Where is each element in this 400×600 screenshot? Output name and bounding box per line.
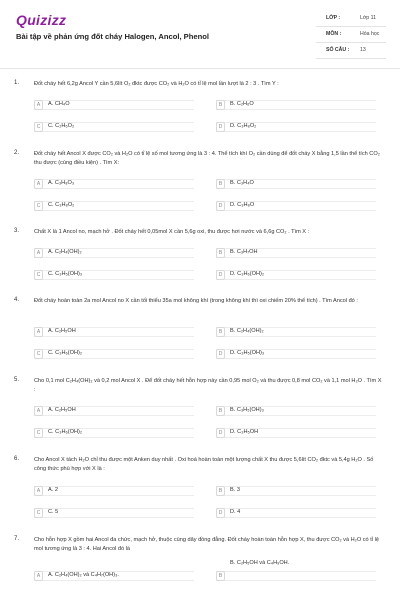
- option-text: B. C₃H₅(OH)₃: [230, 407, 264, 413]
- question-text: Đốt cháy hết Ancol X được CO₂ và H₂O có tỉ lệ số mol tương ứng là 3 : 4. Thể tích khí O₂ cần dùng để đốt cháy X bằng 1,5 lần thể tích CO₂ thu được (cùng điều kiện) . Tìm X:: [34, 151, 380, 166]
- option-text: B. C₂H₄(OH)₂: [230, 328, 264, 334]
- question-text: Cho 0,1 mol C₂H₄(OH)₂ và 0,2 mol Ancol X . Để đốt cháy hết hỗn hợp này cần 0,95 mol O₂ và thu được 0,8 mol CO₂ và 1,1 mol H₂O . Tìm X :: [34, 378, 382, 393]
- option-text: B. 3: [230, 487, 240, 493]
- option-letter: D: [216, 270, 225, 280]
- option-letter: A: [34, 179, 43, 189]
- option-letter: B: [216, 327, 225, 337]
- question-number: 6.: [14, 456, 20, 462]
- option-letter: B: [216, 486, 225, 496]
- question-number: 7.: [14, 536, 20, 542]
- option-text: B. C₃H₇OH: [230, 249, 258, 255]
- option-letter: C: [34, 508, 43, 518]
- option-text: C. C₃H₈O₂: [48, 202, 75, 208]
- option-text: A. C₃H₈O₃: [48, 180, 75, 186]
- option-text: D. C₃H₅(OH)₃: [230, 350, 265, 356]
- option-text: C. 5: [48, 509, 59, 515]
- option-letter: B: [216, 406, 225, 416]
- header-divider: [0, 68, 400, 69]
- quizizz-logo: Quizizz: [16, 12, 67, 28]
- option-letter: D: [216, 349, 225, 359]
- question-text: Cho Ancol X tách H₂O chỉ thu được một Anken duy nhất . Oxi hoá hoàn toàn một lượng chất X thu được 5,6lít CO₂ đktc và 5,4g H₂O . Số công thức phù hợp với X là :: [34, 457, 374, 472]
- page-title: Bài tập về phản ứng đốt cháy Halogen, Ancol, Phenol: [16, 32, 209, 41]
- option-text: B. C₃H₄O: [230, 180, 254, 186]
- question-number: 1.: [14, 80, 20, 86]
- option-letter: C: [34, 428, 43, 438]
- option-text: C. C₃H₆(OH)₂: [48, 429, 83, 435]
- option-text: D. C₃H₆(OH)₂: [230, 271, 265, 277]
- option-text: D. 4: [230, 509, 241, 515]
- option-text: A. C₂H₄(OH)₂ và C₄H₇(OH)₃.: [48, 572, 119, 578]
- option-text: C. C₃H₅(OH)₃: [48, 271, 83, 277]
- option-letter: A: [34, 486, 43, 496]
- question-number: 3.: [14, 228, 20, 234]
- option-text: B. C₂H₆O: [230, 101, 254, 107]
- question-text: Đốt cháy hoàn toàn 2a mol Ancol no X cần tối thiểu 35a mol không khí (trong không khí thì oxi chiếm 20% thể tích) . Tìm Ancol đó :: [34, 298, 358, 304]
- question-text: Cho hỗn hợp X gồm hai Ancol đa chức, mạch hở, thuộc cùng dãy đồng đẳng. Đốt cháy hoàn toàn hỗn hợp X, thu được CO₂ và H₂O có tỉ lệ mol tương ứng là 3 : 4. Hai Ancol đó là: [34, 537, 379, 552]
- option-text: D. C₃H₈O: [230, 202, 255, 208]
- option-letter: A: [34, 406, 43, 416]
- option-text: C. C₃H₆(OH)₂: [48, 350, 83, 356]
- info-value: Lớp 11: [360, 15, 376, 21]
- option-letter: D: [216, 122, 225, 132]
- option-letter: C: [34, 349, 43, 359]
- option-letter: C: [34, 122, 43, 132]
- option-letter: A: [34, 327, 43, 337]
- question-number: 2.: [14, 150, 20, 156]
- info-key: MÔN :: [326, 31, 342, 37]
- info-divider: [316, 58, 386, 59]
- option-letter: D: [216, 201, 225, 211]
- option-text: D. C₃H₈O₂: [230, 123, 257, 129]
- option-letter: C: [34, 201, 43, 211]
- option-letter: B: [216, 248, 225, 258]
- question-text: Đốt cháy hết 6,2g Ancol Y cần 5,6lít O₂ đktc được CO₂ và H₂O có tỉ lệ mol lần lượt là 2 : 3 . Tìm Y :: [34, 81, 279, 87]
- info-value: 13: [360, 47, 366, 53]
- option-letter: D: [216, 508, 225, 518]
- option-letter: B: [216, 179, 225, 189]
- question-number: 4.: [14, 297, 20, 303]
- info-value: Hóa học: [360, 31, 380, 37]
- option-letter: A: [34, 100, 43, 110]
- info-divider: [316, 42, 386, 43]
- option-text: A. CH₄O: [48, 101, 70, 107]
- option-letter: A: [34, 248, 43, 258]
- option-text: D. C₃H₅OH: [230, 429, 259, 435]
- question-number: 5.: [14, 377, 20, 383]
- option-letter: D: [216, 428, 225, 438]
- option-letter: A: [34, 571, 43, 581]
- info-key: LỚP :: [326, 15, 341, 21]
- option-letter: C: [34, 270, 43, 280]
- info-key: SỐ CÂU :: [326, 47, 350, 53]
- option-letter: B: [216, 571, 225, 581]
- info-divider: [316, 26, 386, 27]
- option-text: C. C₂H₆O₂: [48, 123, 75, 129]
- option-letter: B: [216, 100, 225, 110]
- option-text: B. C₂H₅OH và C₄H₉OH.: [230, 560, 290, 566]
- question-text: Chất X là 1 Ancol no, mạch hở . Đốt cháy hết 0,05mol X cần 5,6g oxi, thu được hơi nước và 6,6g CO₂ . Tìm X :: [34, 229, 310, 235]
- option-text: A. C₂H₄(OH)₂: [48, 249, 82, 255]
- worksheet-header: [0, 0, 400, 70]
- option-text: A. 2: [48, 487, 58, 493]
- option-text: A. C₂H₅OH: [48, 328, 76, 334]
- option-text: A. C₂H₅OH: [48, 407, 76, 413]
